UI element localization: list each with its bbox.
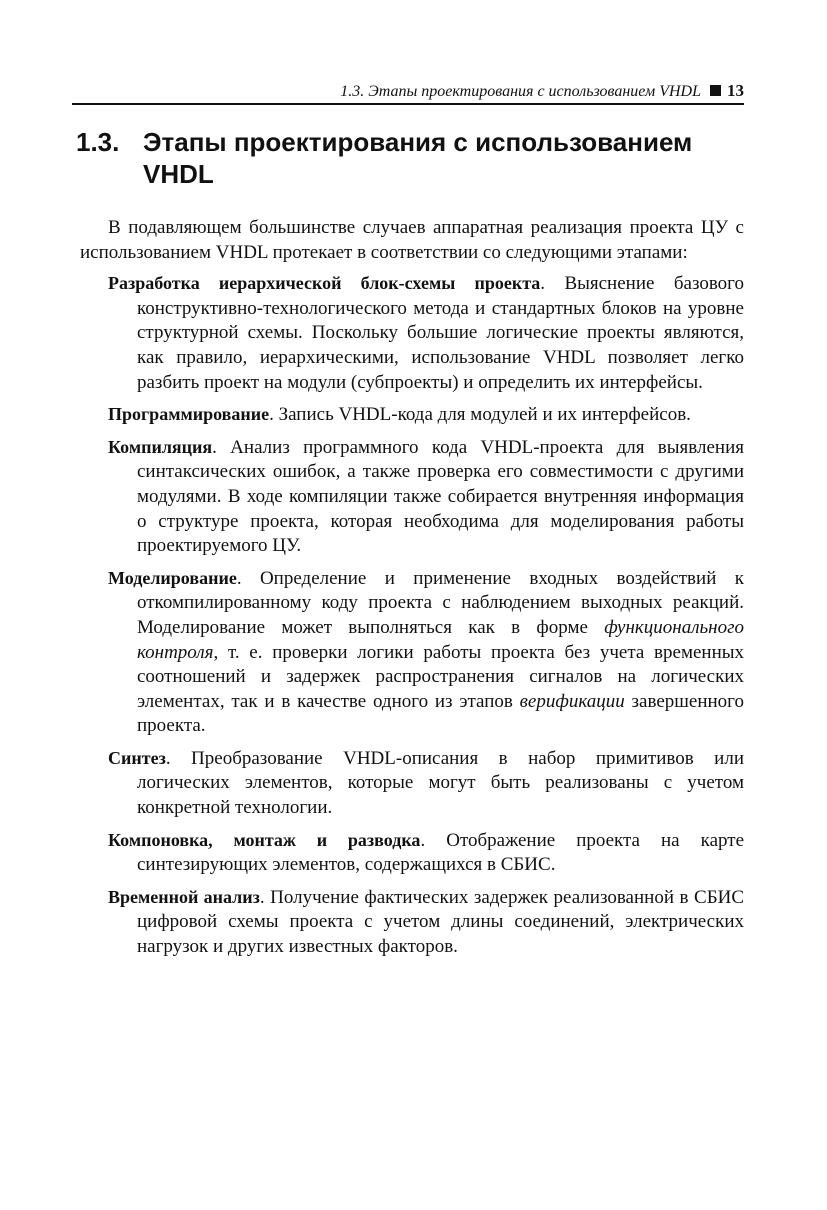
stage-emphasis: верификации	[519, 690, 625, 712]
section-heading	[76, 126, 744, 190]
stage-text: . Преобразование VHDL-описания в набор примитивов или логических элементов, которые могут быть реализованы с учетом конкретной технологии.	[137, 747, 744, 819]
running-title: 1.3. Этапы проектирования с использованием VHDL	[340, 83, 701, 100]
stage-term: Временной анализ	[108, 886, 260, 907]
page-number: 13	[727, 81, 744, 100]
section-title: Этапы проектирования с использованием VHDL	[143, 127, 693, 189]
square-bullet-icon	[710, 85, 721, 96]
stage-term: Компиляция	[108, 436, 213, 457]
stage-entry-simulation	[80, 566, 744, 739]
stage-text: . Получение фактических задержек реализованной в СБИС цифровой схемы проекта с учетом длины соединений, электрических нагрузок и других известных факторов.	[137, 886, 744, 958]
running-header	[72, 82, 744, 101]
stage-text: . Определение и применение входных воздействий к откомпилированному коду проекта с наблюдением выходных реакций. Моделирование может выполняться как в форме	[137, 567, 744, 638]
section-number: 1.3.	[76, 127, 120, 157]
stage-term: Программирование	[108, 404, 270, 425]
stage-text: . Анализ программного кода VHDL-проекта для выявления синтаксических ошибок, а также проверка его совместимости с другими модулями. В ходе компиляции также собирается внутренняя информация о структуре проекта, которая необходима для моделирования работы проектируемого ЦУ.	[137, 436, 744, 557]
stage-term: Моделирование	[108, 567, 237, 588]
stage-emphasis: функционального контроля	[137, 616, 744, 663]
stage-entry-compilation	[80, 435, 744, 559]
stage-text: завершенного проекта.	[137, 690, 744, 737]
stage-text: , т. е. проверки логики работы проекта без учета временных соотношений и задержек распространения сигналов на логических элементах, так и в качестве одного из этапов	[137, 641, 744, 712]
stage-entry-programming	[80, 402, 744, 428]
stage-text: . Выяснение базового конструктивно-технологического метода и стандартных блоков на уровне структурной схемы. Поскольку большие логические проекты являются, как правило, иерархическими, использование VHDL позволяет легко разбить проект на модули (субпроекты) и определить их интерфейсы.	[137, 273, 744, 393]
stage-term: Разработка иерархической блок-схемы проекта	[108, 273, 541, 294]
stage-entry-block-diagram	[80, 271, 744, 395]
stage-entry-synthesis	[80, 746, 744, 821]
stage-entry-timing-analysis	[80, 885, 744, 960]
header-rule	[72, 103, 744, 105]
stage-term: Компоновка, монтаж и разводка	[108, 829, 421, 850]
stage-text: . Отображение проекта на карте синтезирующих элементов, содержащихся в СБИС.	[137, 829, 745, 876]
stage-entry-place-and-route	[80, 828, 744, 878]
body-text	[80, 216, 744, 967]
intro-paragraph: В подавляющем большинстве случаев аппаратная реализация проекта ЦУ с использованием VHDL протекает в соответствии со следующими этапами:	[80, 217, 744, 263]
stage-text: . Запись VHDL-кода для модулей и их интерфейсов.	[269, 404, 691, 426]
stage-term: Синтез	[108, 747, 166, 768]
